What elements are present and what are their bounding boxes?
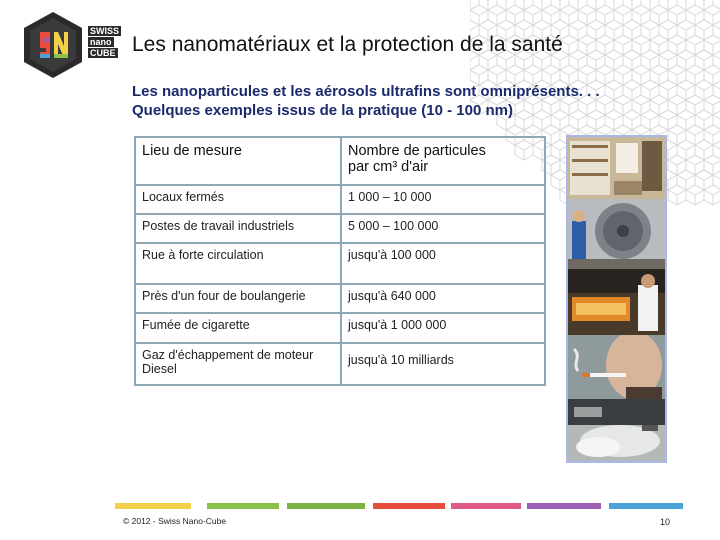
cell-place: Fumée de cigarette bbox=[135, 313, 341, 343]
cell-count: jusqu'à 1 000 000 bbox=[341, 313, 545, 343]
table-row bbox=[135, 214, 545, 243]
header-count-line-1: Nombre de particules bbox=[348, 143, 486, 159]
cigarette-smoker-photo bbox=[568, 335, 665, 399]
cell-place: Locaux fermés bbox=[135, 185, 341, 214]
cell-place: Rue à forte circulation bbox=[135, 243, 341, 284]
table-header-row bbox=[135, 137, 545, 185]
photo-strip bbox=[566, 135, 667, 463]
table-row bbox=[135, 343, 545, 385]
color-bar bbox=[287, 503, 365, 509]
logo-line-2: nano bbox=[90, 37, 112, 47]
header-count-line-2: par cm³ d'air bbox=[348, 159, 429, 175]
table-row bbox=[135, 284, 545, 313]
slide-title: Les nanomatériaux et la protection de la santé bbox=[132, 33, 563, 56]
header-place: Lieu de mesure bbox=[135, 137, 341, 185]
office-room-photo bbox=[568, 137, 665, 199]
cell-count: 5 000 – 100 000 bbox=[341, 214, 545, 243]
industrial-machine-photo bbox=[568, 199, 665, 269]
color-bar bbox=[451, 503, 521, 509]
header-count bbox=[341, 137, 545, 185]
color-bar-strip bbox=[115, 503, 685, 509]
color-bar bbox=[207, 503, 279, 509]
copyright-footer: © 2012 - Swiss Nano-Cube bbox=[123, 516, 227, 526]
particle-count-table bbox=[134, 136, 546, 386]
swiss-nano-cube-logo bbox=[18, 10, 88, 80]
logo-wordmark bbox=[88, 26, 121, 59]
table-row bbox=[135, 185, 545, 214]
table-row bbox=[135, 243, 545, 284]
cell-place: Gaz d'échappement de moteur Diesel bbox=[135, 343, 341, 385]
slide-subtitle bbox=[132, 82, 600, 120]
subtitle-line-2: Quelques exemples issus de la pratique (10 - 100 nm) bbox=[132, 102, 513, 119]
color-bar bbox=[527, 503, 601, 509]
table-row bbox=[135, 313, 545, 343]
page-number: 10 bbox=[660, 517, 671, 527]
color-bar bbox=[609, 503, 683, 509]
cell-count: 1 000 – 10 000 bbox=[341, 185, 545, 214]
logo-line-1: SWISS bbox=[90, 26, 120, 36]
cell-count: jusqu'à 640 000 bbox=[341, 284, 545, 313]
cell-count: jusqu'à 100 000 bbox=[341, 243, 545, 284]
color-bar bbox=[373, 503, 445, 509]
cell-place: Près d'un four de boulangerie bbox=[135, 284, 341, 313]
color-bar bbox=[115, 503, 191, 509]
subtitle-line-1: Les nanoparticules et les aérosols ultrafins sont omniprésents. . . bbox=[132, 83, 600, 100]
cell-count: jusqu'à 10 milliards bbox=[341, 343, 545, 385]
logo-line-3: CUBE bbox=[90, 48, 116, 58]
bakery-oven-photo bbox=[568, 269, 665, 335]
diesel-exhaust-photo bbox=[568, 399, 665, 463]
cell-place: Postes de travail industriels bbox=[135, 214, 341, 243]
